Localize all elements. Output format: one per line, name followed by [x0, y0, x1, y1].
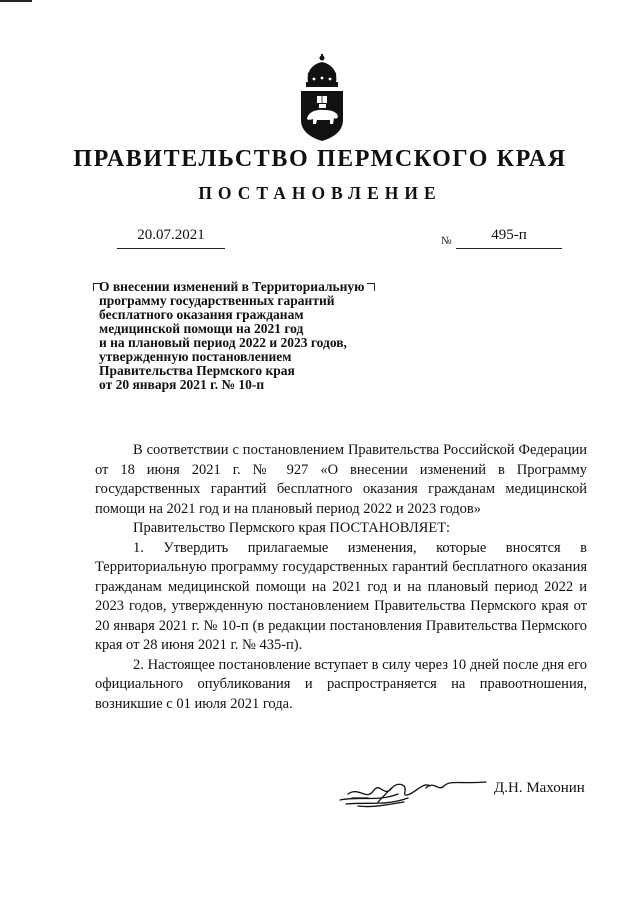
- coat-of-arms-icon: [292, 52, 352, 142]
- title-line: медицинской помощи на 2021 год: [99, 321, 304, 336]
- item-1-paragraph: 1. Утвердить прилагаемые изменения, которые вносятся в Территориальную программу государственных гарантий бесплатного оказания гражданам медицинской помощи на 2021 год и на плановый период 2022 и 2023 годов, утвержденную постановлением Правительства Пермского края от 20 января 2021 г. № 10-п (в редакции постановления Правительства Пермского края от 28 июня 2021 г. № 435-п).: [95, 539, 587, 653]
- title-line: утвержденную постановлением: [99, 349, 292, 364]
- number-label: №: [441, 235, 452, 247]
- document-type: ПОСТАНОВЛЕНИЕ: [198, 183, 442, 203]
- title-line: от 20 января 2021 г. № 10-п: [99, 377, 265, 392]
- organization-title: ПРАВИТЕЛЬСТВО ПЕРМСКОГО КРАЯ: [73, 146, 567, 172]
- signer-name: Д.Н. Махонин: [494, 780, 585, 796]
- preamble-paragraph: В соответствии с постановлением Правительства Российской Федерации от 18 июня 2021 г. № 927 «О внесении изменений в Программу государственных гарантий бесплатного оказания гражданам медицинской помощи на 2021 год и на плановый период 2022 и 2023 годов»: [95, 442, 587, 517]
- handwritten-signature: [338, 772, 488, 810]
- document-body: [95, 441, 587, 714]
- title-line: О внесении изменений в Территориальную: [99, 279, 365, 294]
- item-2-paragraph: 2. Настоящее постановление вступает в силу через 10 дней после дня его официального опубликования и распространяется на правоотношения, возникшие с 01 июля 2021 года.: [95, 656, 587, 712]
- top-edge-mark: [0, 0, 32, 2]
- title-line: и на плановый период 2022 и 2023 годов,: [99, 335, 347, 350]
- document-date: 20.07.2021: [117, 227, 225, 249]
- title-line: Правительства Пермского края: [99, 363, 295, 378]
- document-number: 495-п: [456, 227, 562, 249]
- decree-paragraph: Правительство Пермского края ПОСТАНОВЛЯЕТ:: [133, 520, 451, 536]
- title-line: программу государственных гарантий: [99, 293, 335, 308]
- document-title: [99, 280, 399, 392]
- title-line: бесплатного оказания гражданам: [99, 307, 304, 322]
